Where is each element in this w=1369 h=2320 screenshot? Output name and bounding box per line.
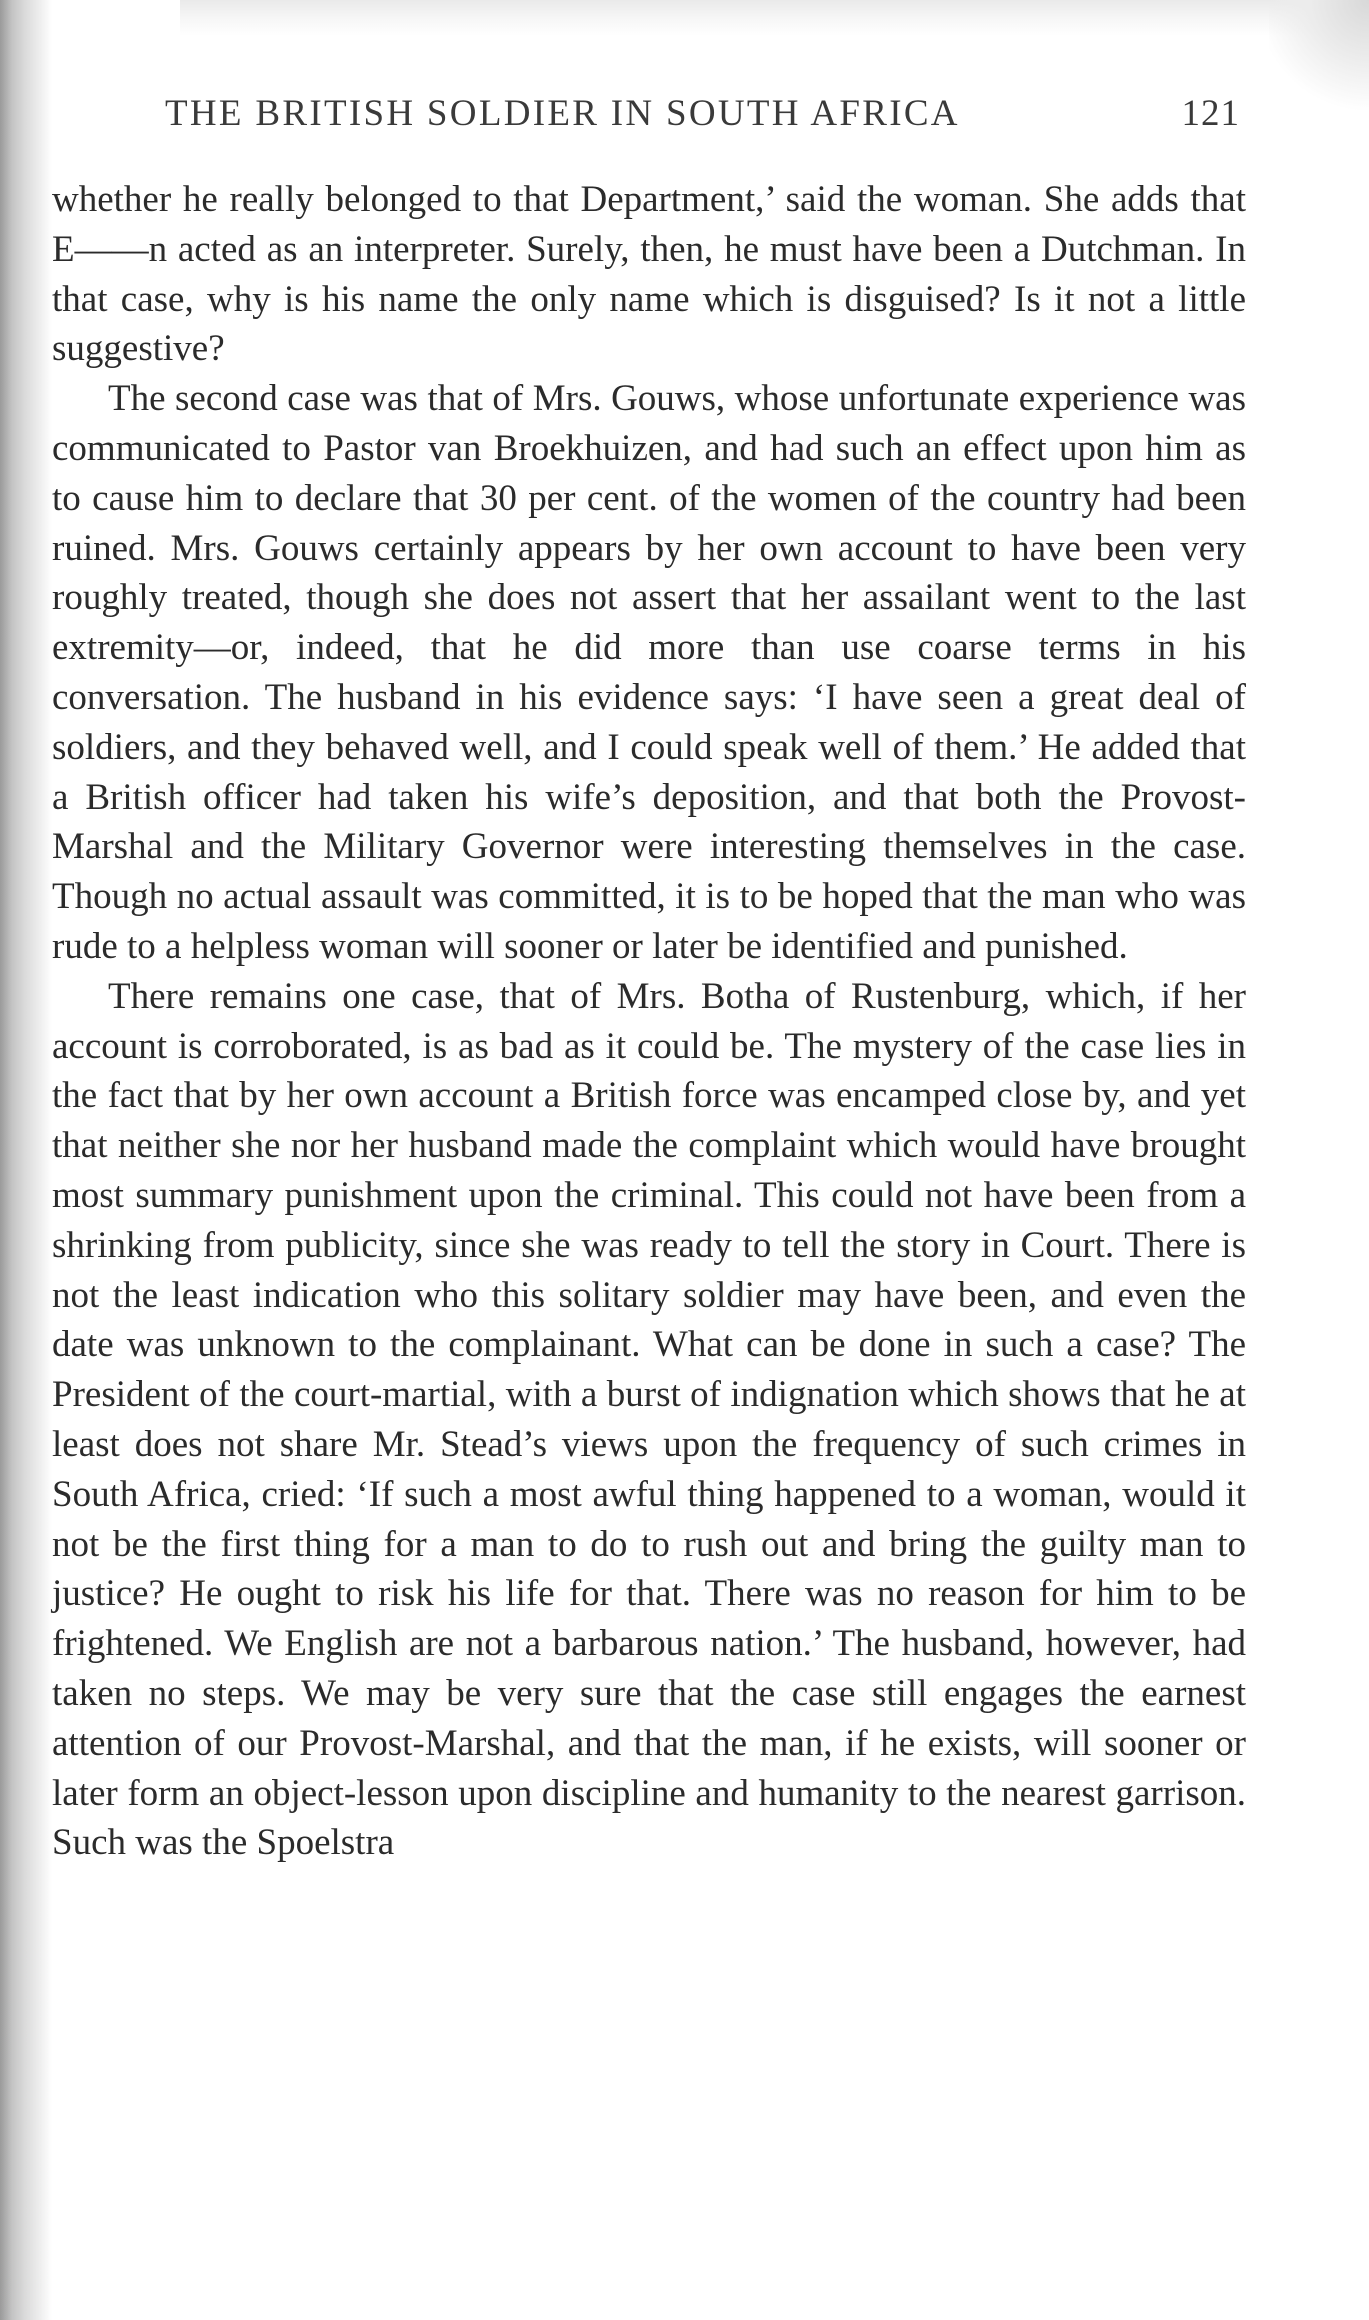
running-head <box>165 86 1240 142</box>
running-head-title: THE BRITISH SOLDIER IN SOUTH AFRICA <box>165 93 960 134</box>
scan-top-shadow <box>180 0 1369 36</box>
scan-corner-shadow <box>1269 0 1369 110</box>
page-number: 121 <box>1181 93 1240 134</box>
page-body-text <box>52 175 1246 1868</box>
paragraph-continued: whether he really belonged to that Department,’ said the woman. She adds that E——n acted as an interpreter. Surely, then, he must have been a Dutchman. In that case, why is his name the only name which is disguised? Is it not a little suggestive? <box>52 179 1246 370</box>
scan-binding-edge <box>0 0 52 2320</box>
paragraph-gouws-case: The second case was that of Mrs. Gouws, whose unfortunate experience was communicated to Pastor van Broekhuizen, and had such an effect upon him as to cause him to declare that 30 per cent. of the women of the country had been ruined. Mrs. Gouws certainly appears by her own account to have been very roughly treated, though she does not assert that her assailant went to the last extremity—or, indeed, that he did more than use coarse terms in his conversation. The husband in his evidence says: ‘I have seen a great deal of soldiers, and they behaved well, and I could speak well of them.’ He added that a British officer had taken his wife’s deposition, and that both the Provost-Marshal and the Military Governor were interesting themselves in the case. Though no actual assault was committed, it is to be hoped that the man who was rude to a helpless woman will sooner or later be identified and punished. <box>52 378 1246 967</box>
paragraph-botha-case: There remains one case, that of Mrs. Botha of Rustenburg, which, if her account is corroborated, is as bad as it could be. The mystery of the case lies in the fact that by her own account a British force was encamped close by, and yet that neither she nor her husband made the complaint which would have brought most summary punishment upon the criminal. This could not have been from a shrinking from publicity, since she was ready to tell the story in Court. There is not the least indication who this solitary soldier may have been, and even the date was unknown to the complainant. What can be done in such a case? The President of the court-martial, with a burst of indignation which shows that he at least does not share Mr. Stead’s views upon the frequency of such crimes in South Africa, cried: ‘If such a most awful thing happened to a woman, would it not be the first thing for a man to do to rush out and bring the guilty man to justice? He ought to risk his life for that. There was no reason for him to be frightened. We English are not a barbarous nation.’ The husband, however, had taken no steps. We may be very sure that the case still engages the earnest attention of our Provost-Marshal, and that the man, if he exists, will sooner or later form an object-lesson upon discipline and humanity to the nearest garrison. Such was the Spoelstra <box>52 975 1246 1864</box>
